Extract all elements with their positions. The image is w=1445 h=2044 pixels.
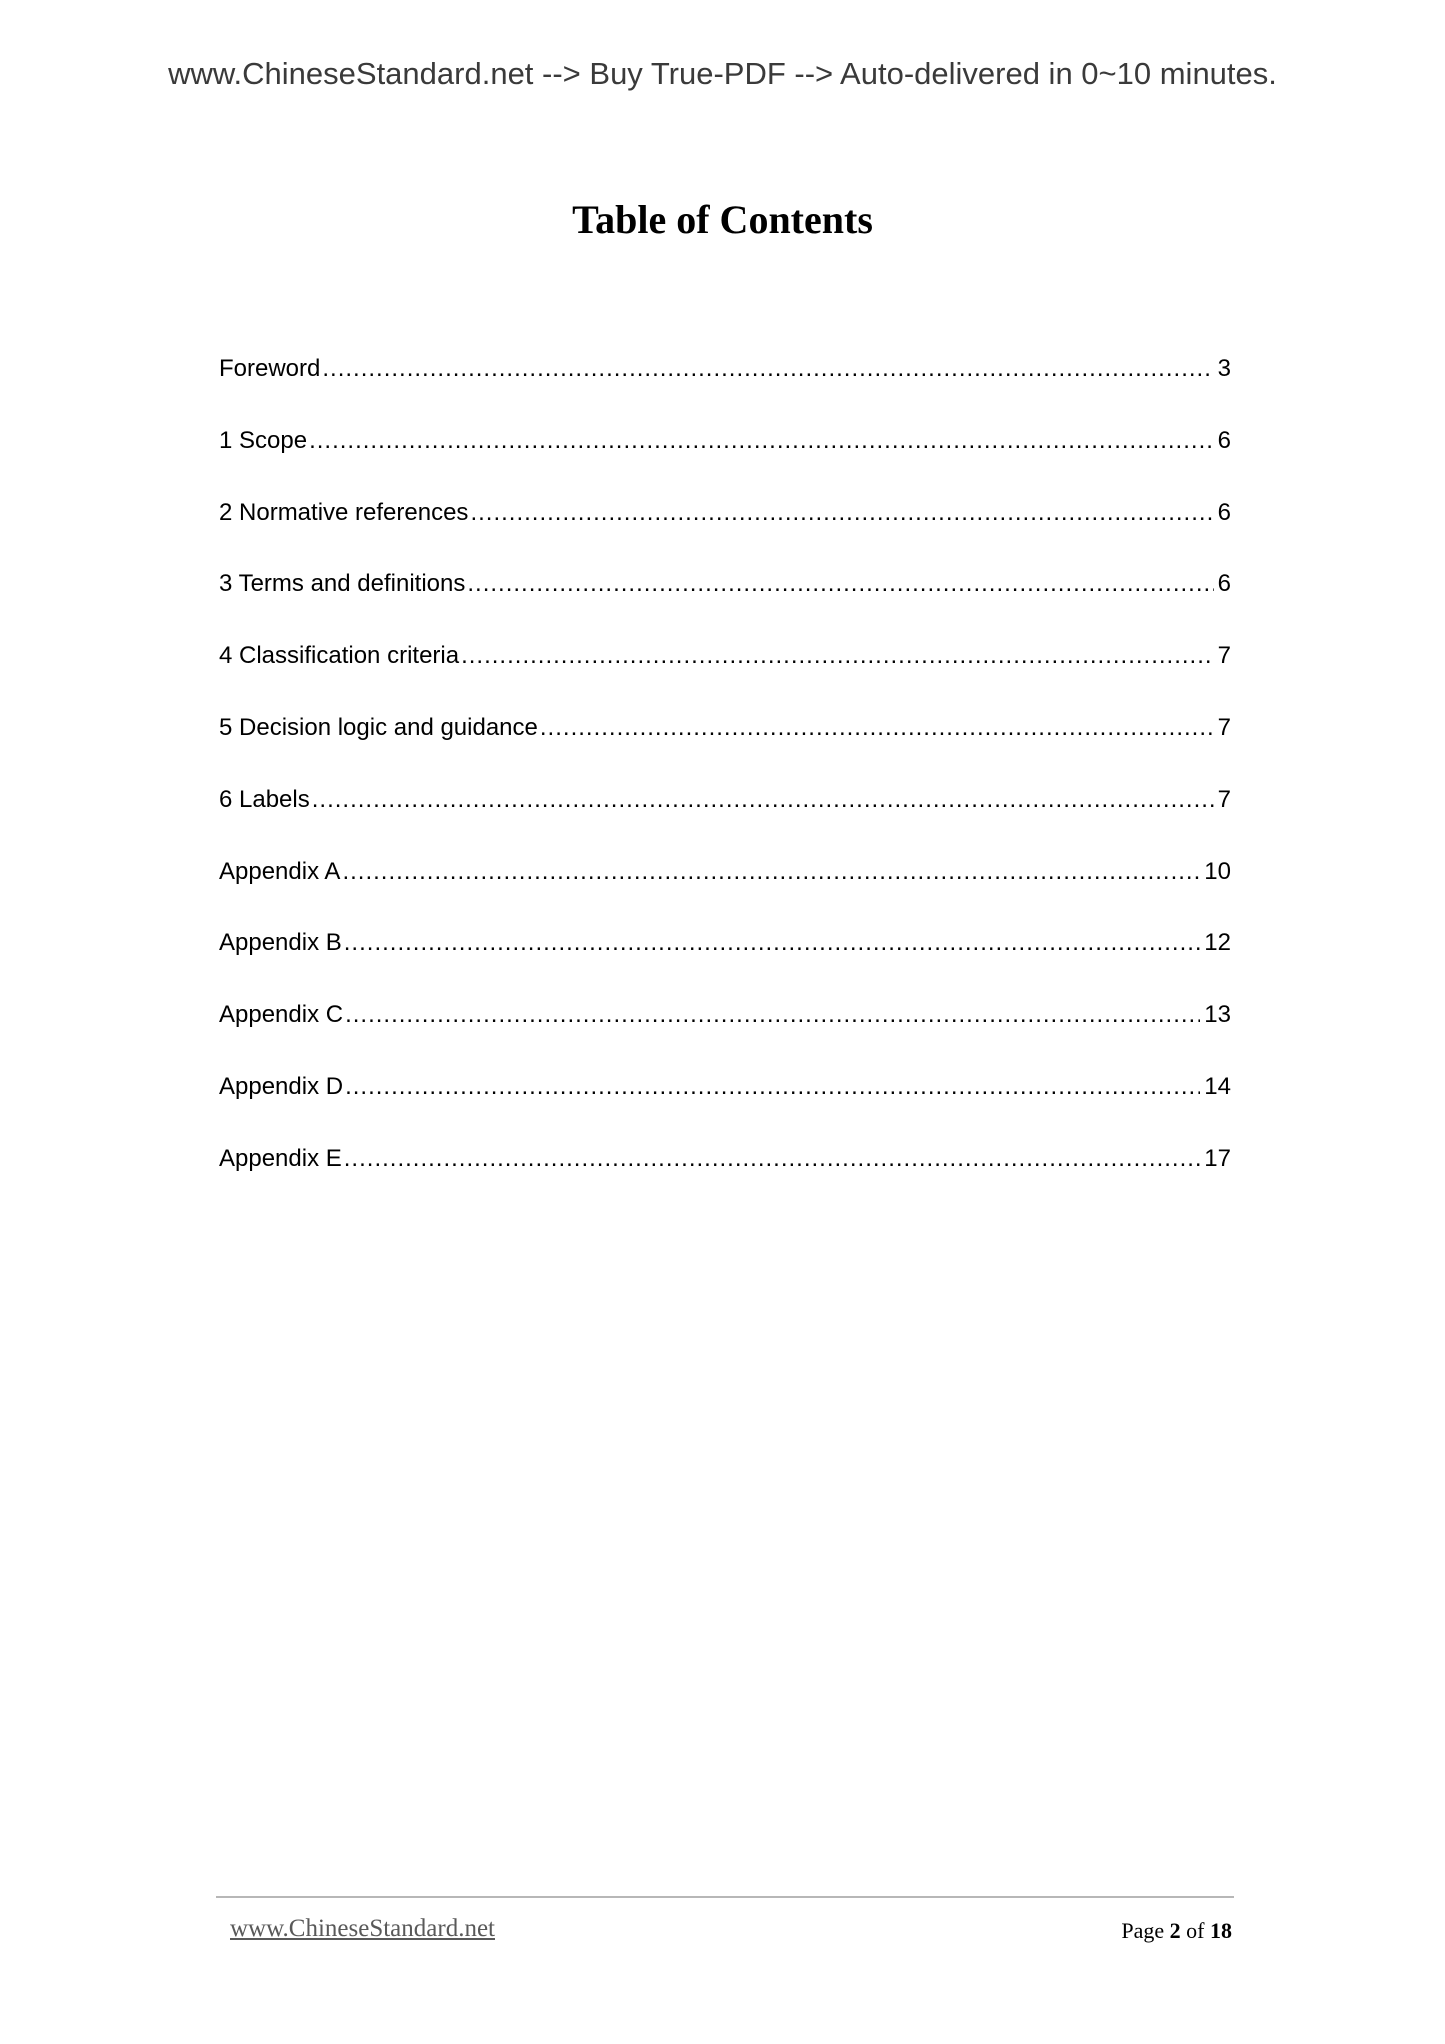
toc-entry-label: Appendix C [219, 1001, 344, 1029]
toc-dot-leader [322, 355, 1213, 383]
toc-entry-label: Appendix A [219, 857, 341, 885]
toc-entry-decision-logic[interactable] [219, 714, 1231, 786]
page-word: Page [1121, 1918, 1165, 1943]
toc-entry-appendix-e[interactable] [219, 1145, 1231, 1217]
toc-entry-terms-and-definitions[interactable] [219, 570, 1231, 642]
toc-page-number: 6 [1217, 426, 1231, 454]
toc-dot-leader [461, 642, 1214, 670]
toc-dot-leader [309, 427, 1214, 455]
toc-entry-label: Appendix B [219, 929, 342, 957]
toc-entry-scope[interactable] [219, 427, 1231, 499]
toc-dot-leader [345, 1073, 1200, 1101]
page-number-indicator [1121, 1918, 1232, 1944]
toc-dot-leader [312, 786, 1214, 814]
toc-page-number: 12 [1204, 929, 1231, 957]
footer-site-link[interactable]: www.ChineseStandard.net [230, 1915, 495, 1942]
toc-entry-label: 1 Scope [219, 426, 308, 454]
toc-page-number: 6 [1217, 570, 1231, 598]
toc-entry-appendix-d[interactable] [219, 1073, 1231, 1145]
toc-entry-label: Appendix E [219, 1144, 342, 1172]
of-word: of [1186, 1918, 1205, 1943]
toc-page-number: 3 [1217, 355, 1231, 382]
toc-entry-appendix-c[interactable] [219, 1001, 1231, 1073]
toc-dot-leader [467, 570, 1213, 598]
toc-dot-leader [345, 1001, 1200, 1029]
toc-page-number: 10 [1204, 857, 1231, 885]
toc-page-number: 17 [1204, 1144, 1231, 1172]
toc-page-number: 7 [1217, 713, 1231, 741]
top-banner[interactable]: www.ChineseStandard.net --> Buy True-PDF --> Auto-delivered in 0~10 minutes. [168, 56, 1277, 91]
toc-entry-label: Foreword [219, 355, 321, 382]
page-title: Table of Contents [572, 197, 873, 242]
toc-page-number: 7 [1217, 785, 1231, 813]
toc-entry-appendix-a[interactable] [219, 858, 1231, 930]
toc-page-number: 6 [1217, 498, 1231, 526]
toc-entry-classification-criteria[interactable] [219, 642, 1231, 714]
toc-dot-leader [342, 858, 1200, 886]
toc-dot-leader [470, 499, 1213, 527]
current-page-number: 2 [1169, 1918, 1181, 1943]
toc-entry-appendix-b[interactable] [219, 929, 1231, 1001]
total-pages-number: 18 [1210, 1918, 1232, 1943]
toc-entry-label: Appendix D [219, 1072, 344, 1100]
toc-page-number: 7 [1217, 642, 1231, 670]
toc-dot-leader [344, 929, 1201, 957]
toc-page-number: 14 [1204, 1072, 1231, 1100]
toc-entry-foreword[interactable] [219, 355, 1231, 427]
toc-entry-label: 5 Decision logic and guidance [219, 713, 538, 741]
toc-dot-leader [344, 1145, 1201, 1173]
toc-dot-leader [540, 714, 1214, 742]
toc-entry-label: 2 Normative references [219, 498, 469, 526]
toc-entry-normative-references[interactable] [219, 499, 1231, 571]
toc-entry-label: 4 Classification criteria [219, 642, 460, 670]
footer-divider [216, 1896, 1234, 1898]
toc-entry-label: 3 Terms and definitions [219, 570, 466, 598]
toc-page-number: 13 [1204, 1001, 1231, 1029]
toc-entry-labels[interactable] [219, 786, 1231, 858]
toc-entry-label: 6 Labels [219, 785, 310, 813]
table-of-contents [219, 355, 1231, 1217]
